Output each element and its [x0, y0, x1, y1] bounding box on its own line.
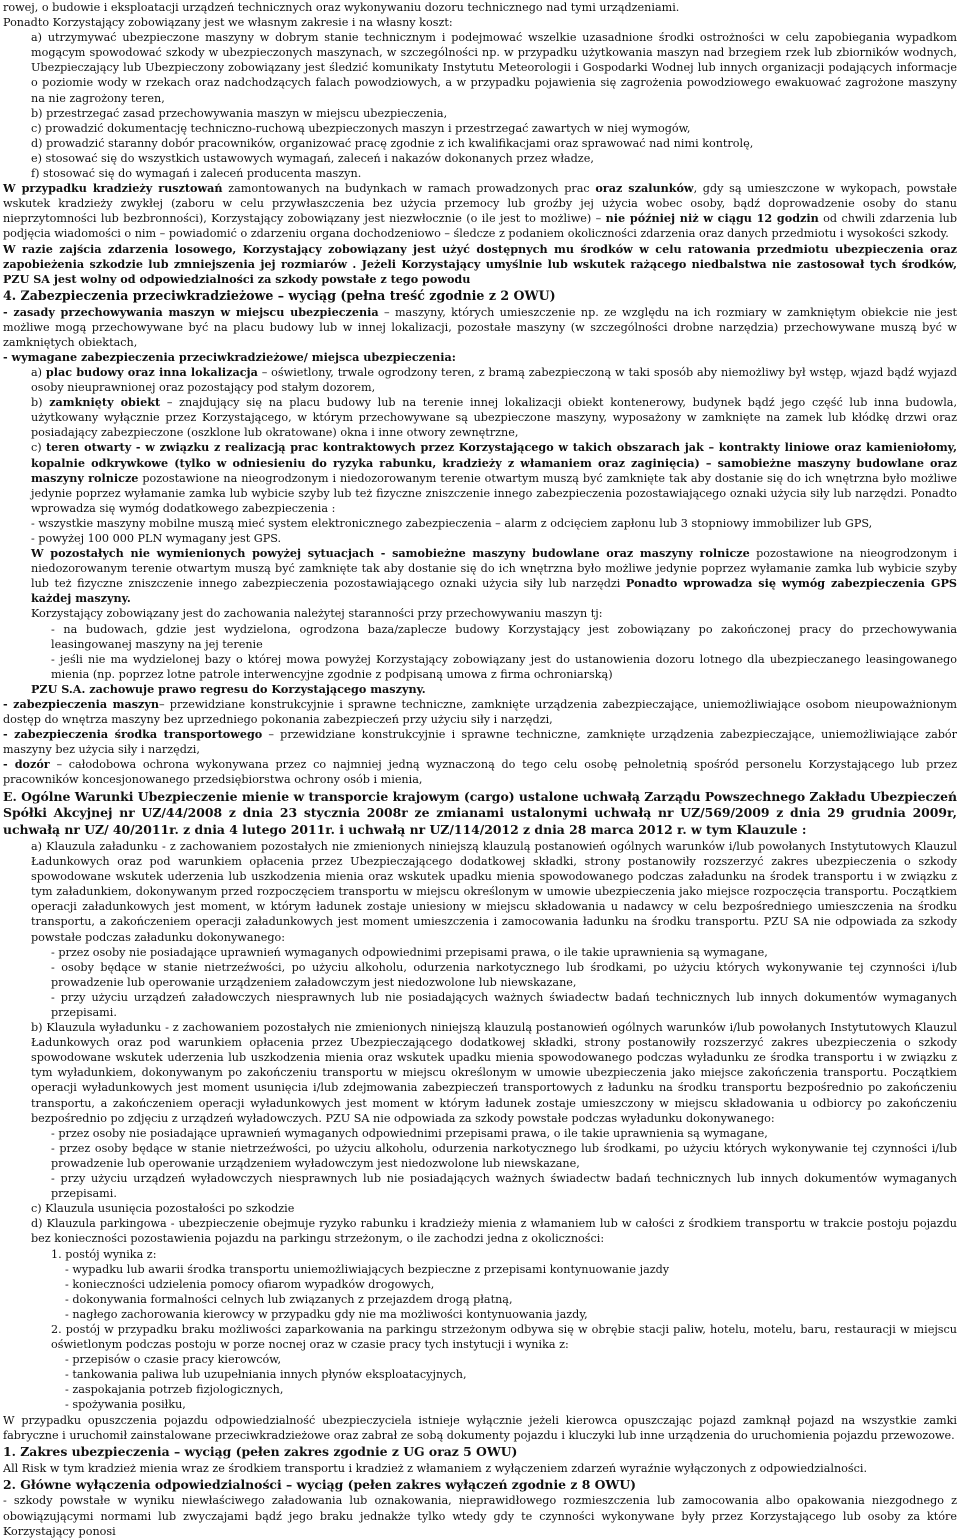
text: , gdy są umieszczone w wykopach, powstałe wskutek kradzieży zwykłej (zaboru w celu przywłaszczenia bez użycia przemocy lub groźby jej użycia wobec osoby, bądź doprowadzenie osoby do stanu nieprzytomności lub bezbronności), Korzystający zobowiązany jest niezwłocznie (o ile jest to możliwe) –: [3, 182, 958, 226]
text: – oświetlony, trwale ogrodzony teren, z bramą zabezpieczoną w taki sposób aby niemożliwy był wstęp, wjazd bądź wyjazd osoby nieuprawnionej oraz pozostający pod stałym dozorem,: [31, 365, 957, 395]
paragraph: [3, 395, 957, 440]
paragraph: [3, 181, 957, 241]
text: - przy użyciu urządzeń wyładowczych niesprawnych lub nie posiadających ważnych świadectw badań technicznych lub innych dokumentów wymaganych przepisami.: [51, 1172, 957, 1201]
paragraph: [3, 1292, 957, 1307]
text: - przepisów o czasie pracy kierowców,: [65, 1353, 282, 1367]
section-heading: [3, 1444, 957, 1461]
text: - nagłego zachorowania kierowcy w przypadku gdy nie ma możliwości kontynuowania jazdy,: [65, 1307, 588, 1321]
text: - dokonywania formalności celnych lub związanych z przejazdem drogą płatną,: [65, 1292, 513, 1306]
text: - wszystkie maszyny mobilne muszą mieć system elektronicznego zabezpieczenia – alarm z odcięciem zapłonu lub 3 stopniowy immobilizer lub GPS,: [31, 516, 873, 530]
paragraph: [3, 531, 957, 546]
text: - tankowania paliwa lub uzupełniania innych płynów eksploatacyjnych,: [65, 1368, 467, 1382]
text: 1. postój wynika z:: [51, 1247, 157, 1261]
paragraph: [3, 516, 957, 531]
paragraph: [3, 121, 957, 136]
text: - jeśli nie ma wydzielonej bazy o której mowa powyżej Korzystający zobowiązany jest do ustanowienia dozoru lotnego dla ubezpieczanego leasingowanego mienia (np. poprzez lotne patrole interwencyjne zgodnie z podpisaną umowa z firma ochroniarską): [51, 652, 957, 681]
bold-text: oraz szalunków: [595, 181, 694, 196]
paragraph: [3, 1352, 957, 1367]
paragraph: [3, 727, 957, 757]
section-heading: [3, 789, 957, 839]
paragraph: [3, 1322, 957, 1352]
paragraph: [3, 1141, 957, 1171]
paragraph: [3, 440, 957, 515]
text: 2. Główne wyłączenia odpowiedzialności – wyciąg (pełen zakres wyłączeń zgodnie z 8 OWU): [3, 1476, 637, 1492]
text: a) utrzymywać ubezpieczone maszyny w dobrym stanie technicznym i podejmować wszelkie uzasadnione środki ostrożności w celu zapobiegania wypadkom mogącym spowodować szkody w ubezpieczonych maszynach, w szczególności np. w przypadku użytkowania maszyn nad brzegiem rzek lub zbiorników wodnych, Ubezpieczający lub Ubezpieczony zobowiązany jest śledzić komunikaty Instytutu Meteorologii i Gospodarki Wodnej lub innych organizacji podających informacje o poziomie wody w rzekach oraz nadchodzących falach powodziowych, a w przypadku pojawienia się zagrożenia powodziowego ewakuować zagrożone maszyny na nie zagrożony teren,: [31, 31, 957, 105]
paragraph: [3, 1126, 957, 1141]
text: - na budowach, gdzie jest wydzielona, ogrodzona baza/zaplecze budowy Korzystający jest zobowiązany po zakończonej pracy do przechowywania leasingowanej maszyny na jej terenie: [51, 622, 957, 651]
text: pozostawione na nieogrodzonym i niedozorowanym terenie otwartym muszą być zamknięte tak aby dostanie się do ich wnętrzna było możliwe jedynie poprzez wyłamanie zamka lub wybicie szyby lub też fizyczne zniszczenie innego zabezpieczenia pozostawiającego oznaki użycia siły lub narzędzi: [31, 547, 957, 591]
text: E. Ogólne Warunki Ubezpieczenie mienie w transporcie krajowym (cargo) ustalone uchwałą Zarządu Powszechnego Zakładu Ubezpieczeń Spółki Akcyjnej nr UZ/44/2008 z dnia 23 stycznia 2008r ze zmianami ustalonymi uchwałą nr UZ/569/2009 z dnia 29 grudnia 2009r, uchwałą nr UZ/ 40/2011r. z dnia 4 lutego 2011r. i uchwałą nr UZ/114/2012 z dnia 28 marca 2012 r. w tym Klauzule :: [3, 788, 957, 838]
paragraph: [3, 1413, 957, 1443]
paragraph: [3, 1171, 957, 1201]
text: - powyżej 100 000 PLN wymagany jest GPS.: [31, 531, 282, 545]
text: 2. postój w przypadku braku możliwości zaparkowania na parkingu strzeżonym odbywa się w obrębie stacji paliw, hotelu, motelu, baru, restauracji w miejscu oświetlonym podczas postoju w porze nocnej oraz w czasie pracy tych instytucji i wynika z:: [51, 1322, 957, 1352]
text: Korzystający zobowiązany jest do zachowania należytej staranności przy przechowywaniu maszyn tj:: [31, 607, 603, 621]
paragraph: [3, 697, 957, 727]
paragraph: [3, 365, 957, 395]
text: – przewidziane konstrukcyjnie i sprawne techniczne, zamknięte urządzenia zabezpieczające, uniemożliwiające osobom nieupoważnionym dostęp do wnętrza maszyny bez uprzedniego pokonania zabezpieczeń przy użyciu siły i narzędzi,: [3, 698, 957, 727]
text: f) stosować się do wymagań i zaleceń producenta maszyn.: [31, 167, 362, 181]
paragraph: [3, 136, 957, 151]
paragraph: [3, 652, 957, 682]
paragraph: [3, 242, 957, 287]
text: d) prowadzić staranny dobór pracowników, organizować pracę zgodnie z ich kwalifikacjami oraz sprawować nad nimi kontrolę,: [31, 136, 754, 150]
text: - osoby będące w stanie nietrzeźwości, po użyciu alkoholu, odurzenia narkotycznego lub środkami, po użyciu których wykonywanie tej czynności i/lub prowadzenie lub operowanie urządzeniem załadowczym jest niedozwolone lub niewskazane,: [51, 960, 957, 989]
paragraph: [3, 1020, 957, 1126]
paragraph: [3, 960, 957, 990]
paragraph: [3, 1493, 957, 1538]
text: c) Klauzula usunięcia pozostałości po szkodzie: [31, 1202, 295, 1216]
bold-text: zamknięty obiekt: [49, 395, 161, 410]
paragraph: [3, 1307, 957, 1322]
text: zamontowanych na budynkach w ramach prowadzonych prac: [222, 182, 596, 196]
text: e) stosować się do wszystkich ustawowych wymagań, zaleceń i nakazów dokonanych przez władze,: [31, 151, 594, 165]
bold-text: W pozostałych nie wymienionych powyżej sytuacjach - samobieżne maszyny budowlane oraz maszyny rolnicze: [31, 546, 750, 561]
text: Ponadto Korzystający zobowiązany jest we własnym zakresie i na własny koszt:: [3, 16, 453, 30]
bold-text: teren otwarty - w związku z realizacją prac kontraktowych przez Korzystającego w takich obszarach jak – kontrakty liniowe oraz kamieniołomy, kopalnie odkrywkowe (tylko w odniesieniu do ryzyka rabunku, kradzieży z włamaniem oraz zaginięcia) – samobieżne maszyny budowlane oraz maszyny rolnicze: [31, 440, 957, 485]
bold-text: plac budowy oraz inna lokalizacja: [45, 364, 258, 379]
bold-text: - zabezpieczenia środka transportowego: [3, 727, 263, 742]
paragraph: [3, 1262, 957, 1277]
text: od chwili zdarzenia lub podjęcia wiadomości o nim – powiadomić o zdarzeniu organa dochodzeniowo – śledcze z podaniem okoliczności zdarzenia oraz danych przedmiotu i wysokości szkody.: [3, 212, 958, 241]
text: – maszyny, których umieszczenie np. ze względu na ich rozmiary w zamkniętym obiekcie nie jest możliwe mogą przechowywane być na placu budowy lub w innej lokalizacji, pozostałe maszyny (w szczególności drobne narzędzia) przechowywane muszą być w zamkniętych obiektach,: [3, 305, 958, 349]
text: b) przestrzegać zasad przechowywania maszyn w miejscu ubezpieczenia,: [31, 106, 448, 120]
paragraph: [3, 106, 957, 121]
text: - przez osoby nie posiadające uprawnień wymaganych odpowiednimi przepisami prawa, o ile takie uprawnienia są wymagane,: [51, 1126, 768, 1140]
paragraph: [3, 622, 957, 652]
text: pozostawione na nieogrodzonym i niedozorowanym terenie otwartym muszą być zamknięte tak aby dostanie się do ich wnętrzna było możliwe jedynie poprzez wyłamanie zamka lub wybicie szyby lub też fizyczne zniszczenie innego zabezpieczenia pozostawiającego oznaki użycia siły lub narzędzi. Ponadto wprowadza się wymóg dodatkowego zabezpieczenia :: [31, 471, 958, 515]
paragraph: [3, 1397, 957, 1412]
bold-text: - zasady przechowywania maszyn w miejscu ubezpieczenia: [3, 304, 379, 319]
paragraph: [3, 1201, 957, 1216]
paragraph: [3, 151, 957, 166]
bold-text: PZU S.A. zachowuje prawo regresu do Korzystającego maszyny.: [31, 681, 426, 696]
paragraph: [3, 1247, 957, 1262]
bold-text: Ponadto wprowadza się wymóg zabezpieczenia GPS każdej maszyny.: [31, 576, 957, 606]
text: b) Klauzula wyładunku - z zachowaniem pozostałych nie zmienionych niniejszą klauzulą postanowień ogólnych warunków i/lub powołanych Instytutowych Klauzul Ładunkowych oraz pod warunkiem opłacenia przez Ubezpieczającego dodatkowej składki, strony postanowiły rozszerzyć zakres ubezpieczenia o szkody spowodowane wskutek uderzenia lub uszkodzenia mienia oraz wskutek upadku mienia spowodowanego podczas wyładunku ze środka transportu i w związku z tym wyładunkiem, dokonywanym po zakończeniu transportu w miejscu określonym w umowie ubezpieczenia jako miejsce zakończenia transportu. Początkiem operacji wyładunkowych jest moment usunięcia i/lub zdejmowania zabezpieczeń transportowych z ładunku na środku transportu bezpośrednio po zakończeniu transportu, a zakończeniem operacji wyładunkowych jest moment w którym ładunek zostaje umieszczony w miejscu składowania u odbiorcy po zakończeniu bezpośrednio po zdjęciu z urządzeń wyładowczych. PZU SA nie odpowiada za szkody powstałe podczas wyładunku dokonywanego:: [31, 1021, 957, 1125]
text: rowej, o budowie i eksploatacji urządzeń technicznych oraz wykonywaniu dozoru technicznego nad tymi urządzeniami.: [3, 1, 680, 14]
section-heading: [3, 1477, 957, 1494]
text: – przewidziane konstrukcyjnie i sprawne techniczne, zamknięte urządzenia zabezpieczające, uniemożliwiające zabór maszyny bez użycia siły i narzędzi,: [3, 728, 957, 757]
text: d) Klauzula parkingowa - ubezpieczenie obejmuje ryzyko rabunku i kradzieży mienia z włamaniem lub w całości z środkiem transportu w trakcie postoju pojazdu bez konieczności pozostawienia pojazdu na parkingu strzeżonym, o ile zachodzi jedna z okoliczności:: [31, 1217, 957, 1246]
paragraph: [3, 757, 957, 787]
paragraph: [3, 1461, 957, 1476]
text: - wypadku lub awarii środka transportu uniemożliwiających bezpieczne z przepisami kontynuowanie jazdy: [65, 1262, 670, 1276]
text: - przy użyciu urządzeń załadowczych niesprawnych lub nie posiadających ważnych świadectw badań technicznych lub innych dokumentów wymaganych przepisami.: [51, 990, 957, 1019]
text: - przez osoby nie posiadające uprawnień wymaganych odpowiednimi przepisami prawa, o ile takie uprawnienia są wymagane,: [51, 945, 768, 959]
paragraph: [3, 839, 957, 945]
text: - szkody powstałe w wyniku niewłaściwego załadowania lub oznakowania, nieprawidłowego rozmieszczenia lub zamocowania albo opakowania niezgodnego z obowiązującymi normami lub zwyczajami bądź jego braku jednakże tylko wtedy gdy te czynności wykonywane były przez Korzystającego lub osoby za które Korzystający ponosi: [3, 1494, 957, 1538]
paragraph: [3, 682, 957, 697]
text: c): [31, 441, 46, 455]
text: All Risk w tym kradzież mienia wraz ze środkiem transportu i kradzież z włamaniem z wyłączeniem zdarzeń wyraźnie wyłączonych z odpowiedzialności.: [3, 1461, 868, 1475]
paragraph: [3, 0, 957, 15]
bold-text: - wymagane zabezpieczenia przeciwkradzieżowe/ miejsca ubezpieczenia:: [3, 349, 456, 364]
paragraph: [3, 30, 957, 105]
paragraph: [3, 1216, 957, 1246]
paragraph: [3, 350, 957, 365]
paragraph: [3, 945, 957, 960]
text: W przypadku opuszczenia pojazdu odpowiedzialność ubezpieczyciela istnieje wyłącznie jeżeli kierowca opuszczając pojazd zamknął pojazd na wszystkie zamki fabryczne i uruchomił zainstalowane przeciwkradzieżowe oraz zabrał ze sobą dokumenty pojazdu i kluczyki lub inne urządzenia do uruchomienia pojazdu przewozowe.: [3, 1413, 957, 1442]
text: – całodobowa ochrona wykonywana przez co najmniej jedną wyznaczoną do tego celu osobę pełnoletnią spośród personelu Korzystającego lub przez pracowników koncesjonowanego przedsiębiorstwa ochrony osób i mienia,: [3, 758, 957, 787]
bold-text: W razie zajścia zdarzenia losowego, Korzystający zobowiązany jest użyć dostępnych mu środków w celu ratowania przedmiotu ubezpieczenia oraz zapobieżenia szkodzie lub zmniejszenia jej rozmiarów . Jeżeli Korzystający umyślnie lub wskutek rażącego niedbalstwa nie zastosował tych środków, PZU SA jest wolny od odpowiedzialności za szkody powstałe z tego powodu: [3, 241, 957, 286]
text: - przez osoby będące w stanie nietrzeźwości, po użyciu alkoholu, odurzenia narkotycznego lub środkami, po użyciu których wykonywanie tej czynności i/lub prowadzenie lub operowanie urządzeniem wyładowczym jest niedozwolone lub niewskazane,: [51, 1141, 957, 1170]
text: c) prowadzić dokumentację techniczno-ruchową ubezpieczonych maszyn i przestrzegać zawartych w niej wymogów,: [31, 121, 691, 135]
text: a) Klauzula załadunku - z zachowaniem pozostałych nie zmienionych niniejszą klauzulą postanowień ogólnych warunków i/lub powołanych Instytutowych Klauzul Ładunkowych oraz pod warunkiem opłacenia przez Ubezpieczającego dodatkowej składki, strony postanowiły rozszerzyć zakres ubezpieczenia o szkody spowodowane wskutek uderzenia lub uszkodzenia mienia oraz wskutek upadku mienia spowodowanego podczas załadunku na środek transportu i w związku z tym załadunkiem, dokonywanym przed rozpoczęciem transportu w miejscu określonym w umowie ubezpieczenia jako miejsce rozpoczęcia transportu. Początkiem operacji załadunkowych jest moment, w którym ładunek zostaje uniesiony w miejscu składowania u nadawcy w celu bezpośredniego umieszczenia na środku transportu, a zakończeniem operacji załadunkowych jest moment umieszczenia i zamocowania ładunku na środku transportu. PZU SA nie odpowiada za szkody powstałe podczas załadunku dokonywanego:: [31, 839, 957, 944]
paragraph: [3, 15, 957, 30]
bold-text: - dozór: [3, 757, 50, 772]
paragraph: [3, 305, 957, 350]
paragraph: [3, 1277, 957, 1292]
bold-text: W przypadku kradzieży rusztowań: [3, 181, 223, 196]
bold-text: nie później niż w ciągu 12 godzin: [605, 211, 819, 226]
paragraph: [3, 990, 957, 1020]
bold-text: - zabezpieczenia maszyn: [3, 697, 160, 712]
text: – znajdujący się na placu budowy lub na terenie innej lokalizacji obiekt kontenerowy, budynek bądź jego część lub inna budowla, użytkowany wyłącznie przez Korzystającego, w którym przechowywane są ubezpieczone maszyny, wyposażony w zamknięte na zamek lub kłódkę drzwi oraz posiadający zabezpieczone (oszklone lub okratowane) okna i inne otwory zewnętrzne,: [31, 396, 957, 440]
text: 1. Zakres ubezpieczenia – wyciąg (pełen zakres zgodnie z UG oraz 5 OWU): [3, 1443, 518, 1459]
paragraph: [3, 166, 957, 181]
paragraph: [3, 1367, 957, 1382]
text: b): [31, 396, 50, 410]
text: - spożywania posiłku,: [65, 1398, 186, 1412]
paragraph: [3, 1382, 957, 1397]
section-heading: [3, 288, 957, 305]
text: - zaspokajania potrzeb fizjologicznych,: [65, 1383, 284, 1397]
paragraph: [3, 546, 957, 606]
text: 4. Zabezpieczenia przeciwkradzieżowe – wyciąg (pełna treść zgodnie z 2 OWU): [3, 287, 556, 303]
text: a): [31, 365, 46, 379]
text: - konieczności udzielenia pomocy ofiarom wypadków drogowych,: [65, 1277, 435, 1291]
paragraph: [3, 606, 957, 621]
